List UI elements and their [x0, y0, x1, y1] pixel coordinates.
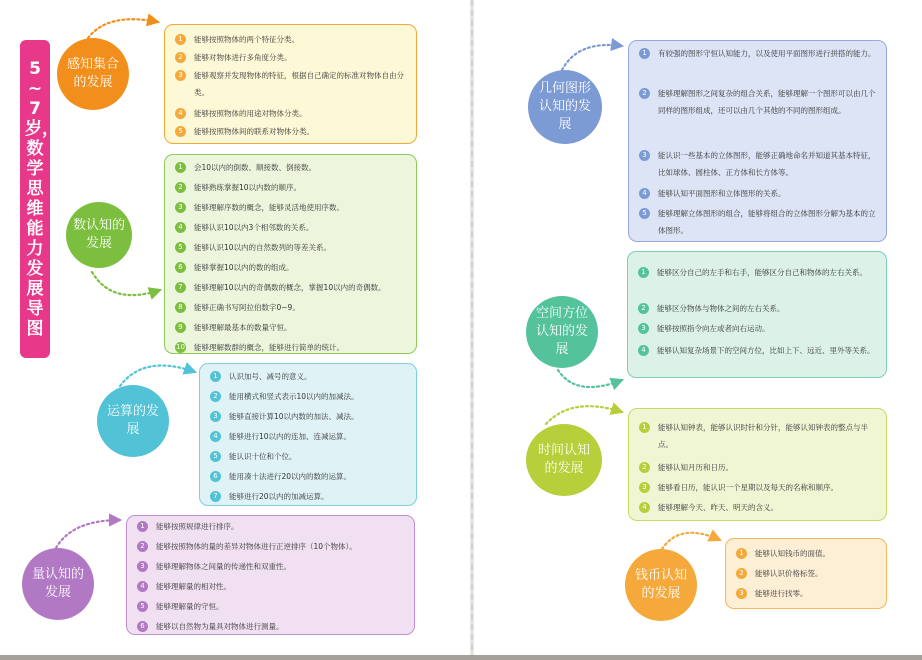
- time-item-text: 能够理解今天、昨天、明天的含义。: [658, 503, 778, 512]
- spatial-item-number: 4: [638, 345, 649, 356]
- measure-item-text: 能够理解量的守恒。: [156, 602, 224, 611]
- number-item-number: 1: [175, 162, 186, 173]
- number-item-number: 7: [175, 282, 186, 293]
- geometry-item-number: 1: [639, 48, 650, 59]
- measure-item-text: 能够理解量的相对性。: [156, 582, 231, 591]
- operation-item-text: 能够直接计算10以内数的加法、减法。: [229, 412, 359, 421]
- money-item-text: 能够认知钱币的面值。: [755, 549, 830, 558]
- spatial-item-number: 3: [638, 323, 649, 334]
- spatial-item-number: 1: [638, 267, 649, 278]
- measure-item-text: 能够以自然物为量具对物体进行测量。: [156, 622, 284, 631]
- money-item-number: 1: [736, 548, 747, 559]
- sensory-item-text: 能够按照物体的用途对物体分类。: [194, 109, 307, 118]
- sensory-item-text: 能够对物体进行多角度分类。: [194, 53, 292, 62]
- geometry-item-text: 能够认知平面图形和立体图形的关系。: [658, 189, 786, 198]
- operation-item-text: 认识加号、减号的意义。: [229, 372, 312, 381]
- spatial-item-text: 能够区分自己的左手和右手，能够区分自己和物体的左右关系。: [657, 268, 867, 277]
- geometry-item-text: 能够理解立体图形的组合，能够将组合的立体图形分解为基本的立体图形。: [658, 209, 876, 235]
- number-item-number: 10: [176, 343, 185, 351]
- time-item-number: 2: [639, 462, 650, 473]
- number-item-number: 8: [175, 302, 186, 313]
- number-item-text: 能够理解最基本的数量守恒。: [194, 323, 292, 332]
- geometry-item-text: 能认识一些基本的立体图形，能够正确地命名并知道其基本特征，比如球体、圆柱体、正方体和长方体等。: [658, 151, 876, 177]
- measure-item-text: 能够按照规律进行排序。: [156, 522, 239, 531]
- operation-item-number: 3: [210, 411, 221, 422]
- operation-item-text: 能用横式和竖式表示10以内的加减法。: [229, 392, 359, 401]
- operation-arrow: [120, 366, 195, 386]
- measure-item-text: 能够按照物体的量的差异对物体进行正逆排序（10个物体）。: [156, 542, 357, 551]
- money-item-number: 2: [736, 568, 747, 579]
- geometry-circle: 几何图形认知的发展: [528, 70, 602, 144]
- number-item-text: 能够熟练掌握10以内数的顺序。: [194, 183, 302, 192]
- geometry-item-text: 能够理解图形之间复杂的组合关系，能够理解一个图形可以由几个同样的图形组成，还可以由几个其他的不同的图形组成。: [658, 89, 876, 115]
- number-item-text: 能够理解10以内的奇偶数的概念，掌握10以内的奇偶数。: [194, 283, 386, 292]
- time-circle: 时间认知的发展: [526, 424, 602, 496]
- main-title: 5~7岁，数学思维能力发展导图: [20, 40, 50, 358]
- spatial-circle: 空间方位认知的发展: [526, 296, 598, 368]
- operation-item-number: 5: [210, 451, 221, 462]
- measure-item-number: 6: [137, 621, 148, 632]
- spatial-item-number: 2: [638, 303, 649, 314]
- number-circle: 数认知的发展: [66, 202, 132, 268]
- number-item-number: 9: [175, 322, 186, 333]
- time-item-number: 3: [639, 482, 650, 493]
- measure-item-number: 4: [137, 581, 148, 592]
- money-item-text: 能够进行找零。: [755, 589, 808, 598]
- measure-item-number: 3: [137, 561, 148, 572]
- number-item-number: 2: [175, 182, 186, 193]
- geometry-item-number: 4: [639, 188, 650, 199]
- operation-item-text: 能认识十位和个位。: [229, 452, 297, 461]
- sensory-circle: 感知集合的发展: [57, 38, 129, 110]
- sensory-item-text: 能够观察并发现物体的特征，根据自己确定的标准对物体自由分类。: [194, 71, 404, 97]
- number-item-text: 能够认识10以内的自然数列的等差关系。: [194, 243, 332, 252]
- operation-item-number: 2: [210, 391, 221, 402]
- sensory-item-number: 4: [175, 108, 186, 119]
- number-arrow: [92, 272, 160, 295]
- geometry-item-number: 3: [639, 150, 650, 161]
- operation-item-number: 4: [210, 431, 221, 442]
- sensory-item-number: 2: [175, 52, 186, 63]
- time-item-number: 4: [639, 502, 650, 513]
- time-item-text: 能够看日历，能认识一个星期以及每天的名称和顺序。: [658, 483, 838, 492]
- number-item-number: 6: [175, 262, 186, 273]
- time-item-text: 能够认知月历和日历。: [658, 463, 733, 472]
- number-item-text: 能够理解数群的概念，能够进行简单的统计。: [194, 343, 344, 352]
- operation-item-text: 能够进行10以内的连加、连减运算。: [229, 432, 352, 441]
- sensory-item-text: 能够按照物体间的联系对物体分类。: [194, 127, 314, 136]
- geometry-item-number: 2: [639, 88, 650, 99]
- measure-item-number: 2: [137, 541, 148, 552]
- number-item-text: 能够掌握10以内的数的组成。: [194, 263, 294, 272]
- sensory-item-text: 能够按照物体的两个特征分类。: [194, 35, 299, 44]
- money-circle: 钱币认知的发展: [625, 549, 697, 621]
- sensory-item-number: 3: [175, 70, 186, 81]
- number-item-number: 4: [175, 222, 186, 233]
- sensory-item-number: 1: [175, 34, 186, 45]
- number-item-text: 能够正确书写阿拉伯数字0~9。: [194, 303, 300, 312]
- measure-circle: 量认知的发展: [22, 548, 94, 620]
- spatial-item-text: 能够认知复杂场景下的空间方位，比如上下、远近、里外等关系。: [657, 346, 875, 355]
- money-item-number: 3: [736, 588, 747, 599]
- money-arrow: [662, 533, 720, 549]
- spatial-item-text: 能够区分物体与物体之间的左右关系。: [657, 304, 785, 313]
- time-arrow: [546, 406, 622, 424]
- spatial-arrow: [558, 370, 622, 387]
- spatial-item-text: 能够按照指令向左或者向右运动。: [657, 324, 770, 333]
- time-item-number: 1: [639, 422, 650, 433]
- geometry-arrow: [562, 45, 622, 70]
- time-item-text: 能够认知钟表，能够认识时针和分针，能够认知钟表的整点与半点。: [658, 423, 868, 449]
- number-item-text: 会10以内的倒数、顺接数、倒接数。: [194, 163, 317, 172]
- number-item-number: 3: [175, 202, 186, 213]
- number-item-text: 能够理解序数的概念，能够灵活地使用序数。: [194, 203, 344, 212]
- measure-item-text: 能够理解物体之间量的传递性和双重性。: [156, 562, 291, 571]
- sensory-item-number: 5: [175, 126, 186, 137]
- measure-item-number: 5: [137, 601, 148, 612]
- sensory-arrow: [88, 19, 158, 38]
- geometry-item-number: 5: [639, 208, 650, 219]
- number-item-number: 5: [175, 242, 186, 253]
- measure-arrow: [56, 520, 120, 548]
- operation-circle: 运算的发展: [97, 385, 169, 457]
- operation-item-number: 1: [210, 371, 221, 382]
- operation-item-number: 7: [210, 491, 221, 502]
- operation-item-text: 能够进行20以内的加减运算。: [229, 492, 329, 501]
- measure-item-number: 1: [137, 521, 148, 532]
- money-item-text: 能够认识价格标签。: [755, 569, 823, 578]
- operation-item-text: 能用凑十法进行20以内的数的运算。: [229, 472, 352, 481]
- number-item-text: 能够认识10以内3个相邻数的关系。: [194, 223, 314, 232]
- operation-item-number: 6: [210, 471, 221, 482]
- geometry-item-text: 有较强的图形守恒认知能力，以及使用平面图形进行拼搭的能力。: [658, 49, 876, 58]
